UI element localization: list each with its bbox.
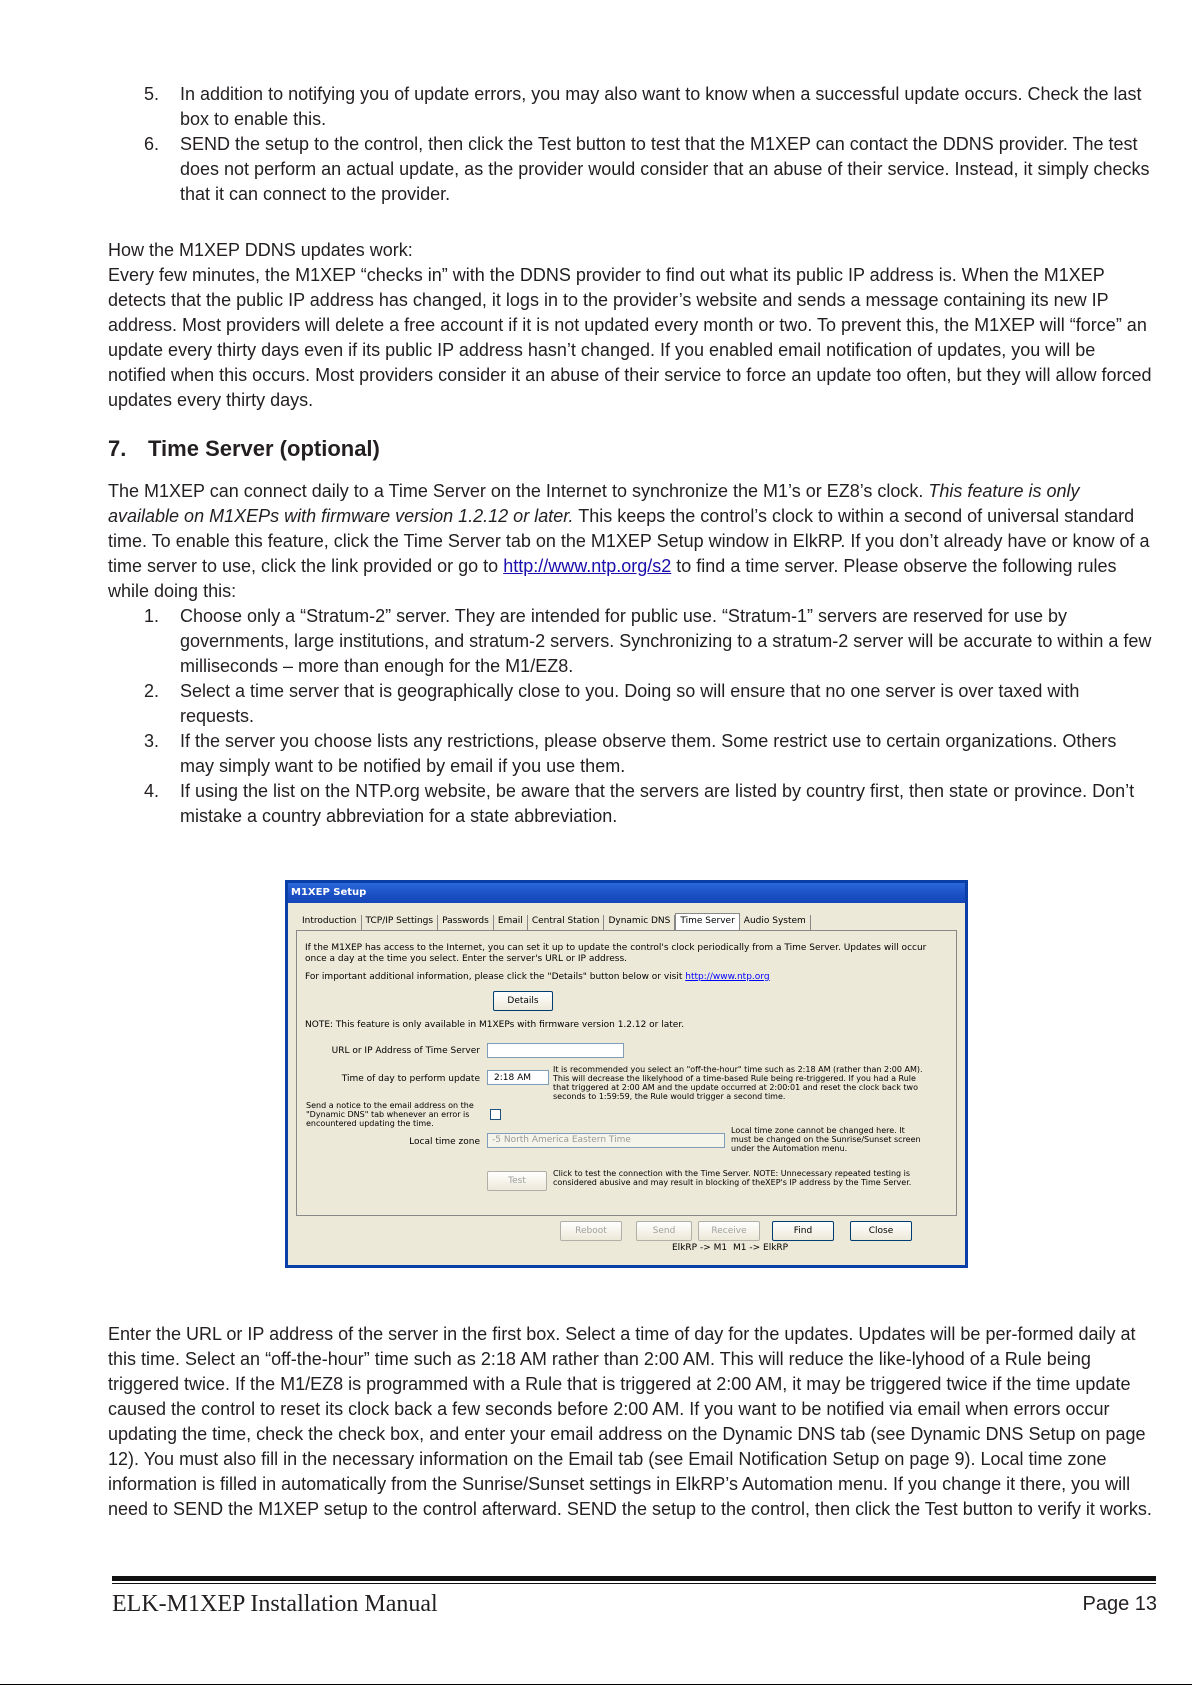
list-item — [108, 729, 1153, 779]
intro-text-a: The M1XEP can connect daily to a Time Server on the Internet to synchronize the M1’s or EZ8’s clock. — [108, 481, 929, 501]
step-number: 6. — [144, 134, 160, 154]
tab-passwords[interactable]: Passwords — [438, 915, 494, 930]
m1xep-setup-dialog — [285, 880, 968, 1268]
section-heading — [108, 435, 1153, 463]
tab-dynamic-dns[interactable]: Dynamic DNS — [604, 915, 675, 930]
rule-number: 2. — [144, 681, 160, 701]
close-button[interactable]: Close — [850, 1221, 912, 1241]
url-input[interactable] — [487, 1043, 624, 1058]
list-item — [108, 679, 1153, 729]
step-text: SEND the setup to the control, then click the Test button to test that the M1XEP can contact the DDNS provider. The test does not perform an actual update, as the provider would consider that an abuse of their service. Instead, it simply checks that it can connect to the provider. — [180, 134, 1150, 204]
find-button[interactable]: Find — [772, 1221, 834, 1241]
notice-label: Send a notice to the email address on the "Dynamic DNS" tab whenever an error is encountered updating the time. — [306, 1101, 474, 1128]
ddns-body: Every few minutes, the M1XEP “checks in” with the DDNS provider to find out what its public IP address is. When the M1XEP detects that the public IP address has changed, it logs in to the provider’s website and sends a message containing its new IP address. Most providers will delete a free account if it is not updated every month or two. To prevent this, the M1XEP will “force” an update every thirty days even if its public IP address hasn’t changed. If you enabled email notification of updates, you will be notified when this occurs. Most providers consider it an abuse of their service to force an update too often, but they will allow forced updates every thirty days. — [108, 265, 1152, 410]
step-text: In addition to notifying you of update errors, you may also want to know when a successful update occurs. Check the last box to enable this. — [180, 84, 1142, 129]
timezone-label: Local time zone — [409, 1137, 480, 1147]
time-label: Time of day to perform update — [341, 1074, 480, 1084]
details-text: For important additional information, please click the "Details" button below or visit — [305, 972, 683, 982]
section-number: 7. — [108, 436, 127, 461]
ntp-org-link[interactable]: http://www.ntp.org — [685, 972, 770, 982]
footer-rule-thick — [112, 1576, 1156, 1581]
footer-page-number: Page 13 — [1082, 1593, 1157, 1615]
send-caption: ElkRP -> M1 — [672, 1243, 728, 1253]
list-item — [108, 604, 1153, 679]
receive-button[interactable]: Receive — [698, 1221, 760, 1241]
rule-number: 1. — [144, 606, 160, 626]
closing-paragraph: Enter the URL or IP address of the server in the first box. Select a time of day for the updates. Updates will be per-formed daily at this time. Select an “off-the-hour” time such as 2:18 AM rather than 2:00 AM. This will reduce the like-lyhood of a Rule being triggered twice. If the M1/EZ8 is programmed with a Rule that is triggered at 2:00 AM, it may be triggered twice if the time update caused the control to reset its clock back a few seconds before 2:00 AM. If you want to be notified via email when errors occur updating the time, check the check box, and enter your email address on the Dynamic DNS tab (see Dynamic DNS Setup on page 12). You must also fill in the necessary information on the Email tab (see Email Notification Setup on page 9). Local time zone information is filled in automatically from the Sunrise/Sunset settings in ElkRP’s Automation menu. If you change it there, you will need to SEND the M1XEP setup to the control afterward. SEND the setup to the control, then click the Test button to verify it works. — [108, 1324, 1152, 1519]
rule-text: Select a time server that is geographically close to you. Doing so will ensure that no one server is over taxed with requests. — [180, 681, 1080, 726]
send-button[interactable]: Send — [636, 1221, 692, 1241]
firmware-note: NOTE: This feature is only available in M1XEPs with firmware version 1.2.12 or later. — [305, 1020, 685, 1030]
timezone-field: -5 North America Eastern Time — [487, 1133, 725, 1148]
intro-text-b: This keeps the control’s clock to within a second of universal standard time. To enable this feature, click the Time Server tab on the M1XEP Setup window in ElkRP. If you don’t already have or know of a time server to use, click the link provided or go to — [108, 506, 1150, 576]
tab-introduction[interactable]: Introduction — [298, 915, 362, 930]
time-note: It is recommended you select an "off-the-hour" time such as 2:18 AM (rather than 2:00 AM). This will decrease the likelyhood of a time-based Rule being re-triggered. If you had a Rule that triggered at 2:00 AM and the update occurred at 2:00:01 and reset the clock back two seconds to 1:59:59, the Rule would trigger a second time. — [553, 1065, 923, 1101]
details-button[interactable]: Details — [493, 991, 553, 1011]
tab-time-server[interactable]: Time Server — [675, 913, 739, 930]
time-value: 2:18 AM — [494, 1073, 531, 1083]
notice-checkbox[interactable] — [490, 1109, 501, 1120]
rule-number: 4. — [144, 781, 160, 801]
footer-manual-title: ELK-M1XEP Installation Manual — [112, 1591, 438, 1617]
rules-list — [108, 604, 1153, 829]
list-item — [108, 779, 1153, 829]
test-note: Click to test the connection with the Time Server. NOTE: Unnecessary repeated testing is considered abusive and may result in blocking of theXEP's IP address by the Time Server. — [553, 1169, 912, 1187]
intro-text-c: to find a time server. Please observe the following rules while doing this: — [108, 556, 1117, 601]
footer-rule-thin — [112, 1583, 1156, 1584]
intro-italic-text: This feature is only available on M1XEPs with firmware version 1.2.12 or later. — [108, 481, 1080, 526]
receive-caption: M1 -> ElkRP — [733, 1243, 789, 1253]
rule-number: 3. — [144, 731, 160, 751]
ddns-heading: How the M1XEP DDNS updates work: — [108, 240, 413, 260]
intro-text: If the M1XEP has access to the Internet, you can set it up to update the control's clock periodically from a Time Server. Updates will occur once a day at the time you select. Enter the server's URL or IP address. — [305, 943, 927, 964]
details-text-line — [305, 972, 945, 983]
dialog-title: M1XEP Setup — [288, 883, 965, 903]
top-steps-list — [108, 82, 1153, 207]
tab-central-station[interactable]: Central Station — [528, 915, 605, 930]
list-item — [108, 132, 1153, 207]
tab-email[interactable]: Email — [494, 915, 528, 930]
time-server-intro — [108, 479, 1153, 604]
test-button[interactable]: Test — [487, 1171, 547, 1191]
tab-tcpip-settings[interactable]: TCP/IP Settings — [362, 915, 439, 930]
ntp-link[interactable]: http://www.ntp.org/s2 — [503, 556, 672, 576]
tab-strip — [298, 915, 811, 930]
url-label: URL or IP Address of Time Server — [331, 1046, 480, 1056]
tab-audio-system[interactable]: Audio System — [740, 915, 811, 930]
page-content — [108, 82, 1153, 829]
section-title: Time Server (optional) — [148, 436, 380, 461]
rule-text: If the server you choose lists any restrictions, please observe them. Some restrict use to certain organizations. Others may simply want to be notified by email if you use them. — [180, 731, 1117, 776]
rule-text: Choose only a “Stratum-2” server. They are intended for public use. “Stratum-1” servers are reserved for use by governments, large institutions, and stratum-2 servers. Synchronizing to a stratum-2 server will be accurate to within a few milliseconds – more than enough for the M1/EZ8. — [180, 606, 1152, 676]
list-item — [108, 82, 1153, 132]
rule-text: If using the list on the NTP.org website, be aware that the servers are listed by country first, then state or province. Don’t mistake a country abbreviation for a state abbreviation. — [180, 781, 1135, 826]
time-spinner[interactable] — [487, 1070, 549, 1085]
timezone-note: Local time zone cannot be changed here. It must be changed on the Sunrise/Sunset screen under the Automation menu. — [731, 1126, 921, 1153]
time-server-panel — [296, 930, 957, 1216]
step-number: 5. — [144, 84, 160, 104]
reboot-button[interactable]: Reboot — [560, 1221, 622, 1241]
